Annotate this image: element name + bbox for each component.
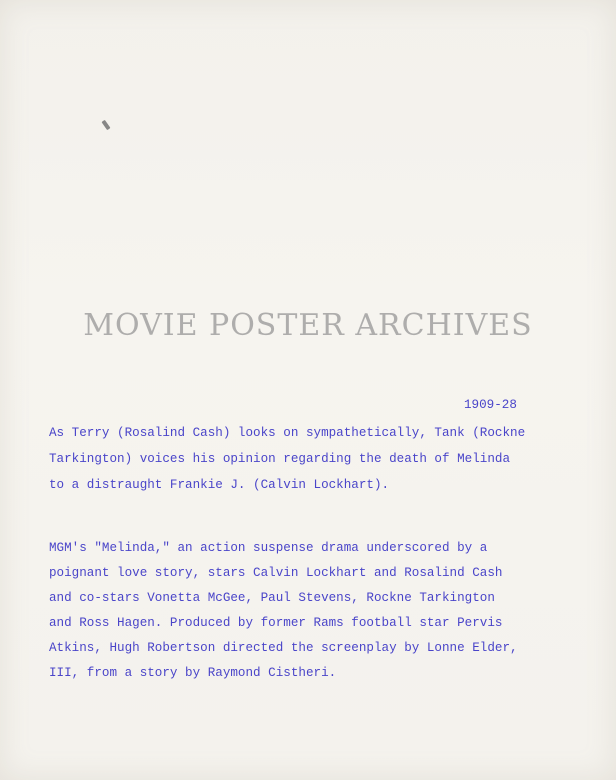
caption-line: Tarkington) voices his opinion regarding the death of Melinda xyxy=(49,452,511,466)
watermark: MOVIE POSTER ARCHIVES xyxy=(83,308,533,343)
caption-line: to a distraught Frankie J. (Calvin Lockhart). xyxy=(49,478,390,492)
paper-speck xyxy=(101,120,110,130)
synopsis-line: Atkins, Hugh Robertson directed the screenplay by Lonne Elder, xyxy=(49,641,518,655)
synopsis-line: and Ross Hagen. Produced by former Rams football star Pervis xyxy=(49,616,503,630)
caption-line: As Terry (Rosalind Cash) looks on sympathetically, Tank (Rockne xyxy=(49,426,526,440)
synopsis-line: MGM's "Melinda," an action suspense drama underscored by a xyxy=(49,541,488,555)
reference-number: 1909-28 xyxy=(464,398,517,412)
synopsis-line: and co-stars Vonetta McGee, Paul Stevens, Rockne Tarkington xyxy=(49,591,495,605)
synopsis-line: poignant love story, stars Calvin Lockhart and Rosalind Cash xyxy=(49,566,503,580)
photo-caption xyxy=(49,420,525,498)
synopsis-line: III, from a story by Raymond Cistheri. xyxy=(49,666,337,680)
synopsis-paragraph xyxy=(49,536,518,686)
